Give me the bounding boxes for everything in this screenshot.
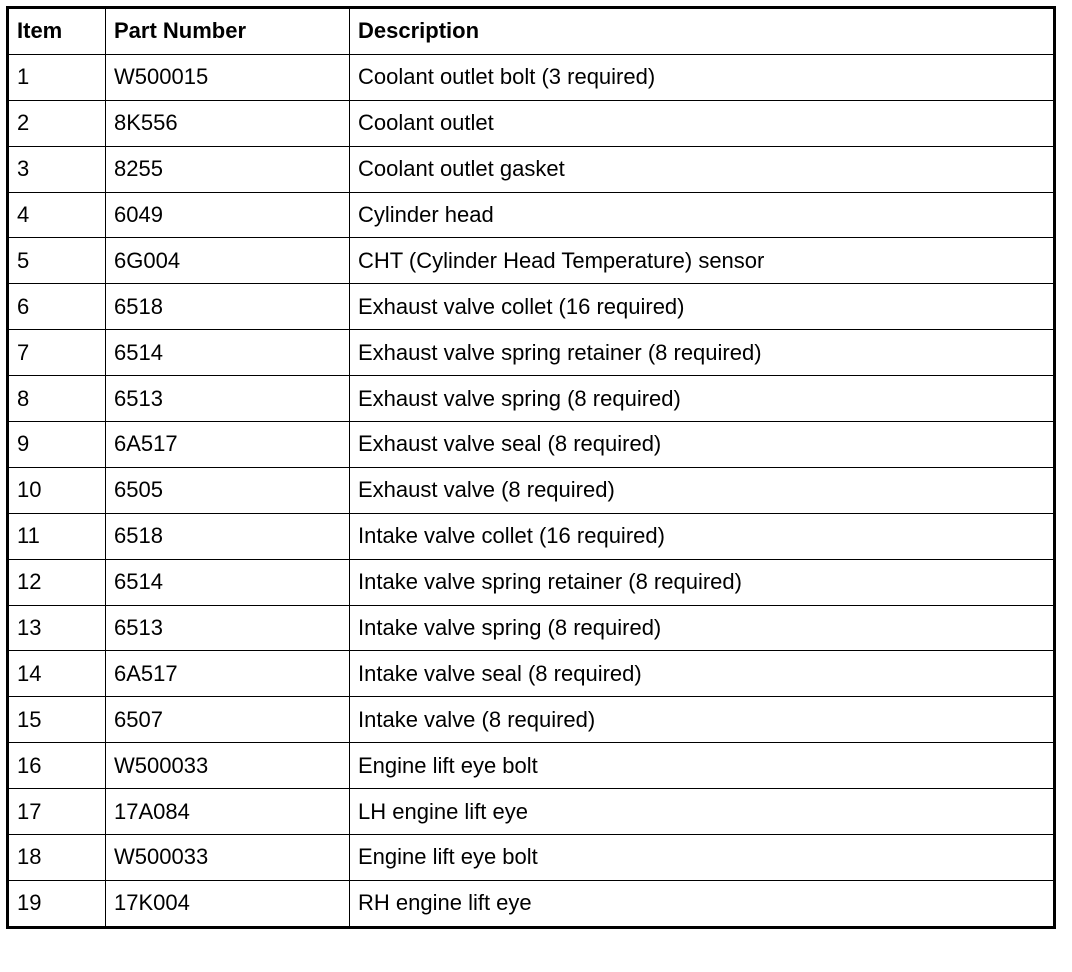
cell-item: 6 [8, 284, 106, 330]
cell-item: 16 [8, 743, 106, 789]
cell-part-number: 6A517 [106, 422, 350, 468]
cell-item: 4 [8, 192, 106, 238]
cell-item: 1 [8, 54, 106, 100]
table-row [8, 743, 1055, 789]
cell-description: RH engine lift eye [350, 880, 1055, 927]
cell-part-number: 6507 [106, 697, 350, 743]
cell-part-number: 6A517 [106, 651, 350, 697]
cell-part-number: W500033 [106, 743, 350, 789]
cell-part-number: 6514 [106, 330, 350, 376]
cell-description: Coolant outlet [350, 100, 1055, 146]
cell-description: LH engine lift eye [350, 789, 1055, 835]
table-row [8, 192, 1055, 238]
cell-item: 5 [8, 238, 106, 284]
parts-table [6, 6, 1056, 929]
cell-part-number: 6518 [106, 284, 350, 330]
cell-part-number: 6G004 [106, 238, 350, 284]
cell-description: Engine lift eye bolt [350, 743, 1055, 789]
cell-description: Intake valve seal (8 required) [350, 651, 1055, 697]
cell-part-number: 6513 [106, 376, 350, 422]
cell-item: 12 [8, 559, 106, 605]
cell-part-number: W500033 [106, 835, 350, 881]
cell-part-number: 17A084 [106, 789, 350, 835]
cell-item: 3 [8, 146, 106, 192]
table-row [8, 238, 1055, 284]
cell-description: Exhaust valve spring (8 required) [350, 376, 1055, 422]
cell-item: 9 [8, 422, 106, 468]
table-row [8, 284, 1055, 330]
cell-description: Intake valve (8 required) [350, 697, 1055, 743]
header-description: Description [350, 8, 1055, 55]
table-row [8, 376, 1055, 422]
cell-item: 17 [8, 789, 106, 835]
header-part-number: Part Number [106, 8, 350, 55]
table-row [8, 146, 1055, 192]
table-row [8, 100, 1055, 146]
cell-description: Intake valve spring retainer (8 required) [350, 559, 1055, 605]
cell-item: 13 [8, 605, 106, 651]
table-row [8, 54, 1055, 100]
cell-part-number: 6049 [106, 192, 350, 238]
table-row [8, 559, 1055, 605]
table-row [8, 697, 1055, 743]
cell-part-number: 17K004 [106, 880, 350, 927]
cell-item: 7 [8, 330, 106, 376]
cell-part-number: 6518 [106, 513, 350, 559]
cell-description: Exhaust valve seal (8 required) [350, 422, 1055, 468]
cell-description: Intake valve collet (16 required) [350, 513, 1055, 559]
cell-item: 11 [8, 513, 106, 559]
cell-description: Coolant outlet bolt (3 required) [350, 54, 1055, 100]
cell-part-number: 8255 [106, 146, 350, 192]
table-row [8, 789, 1055, 835]
table-row [8, 467, 1055, 513]
cell-description: Coolant outlet gasket [350, 146, 1055, 192]
cell-description: Exhaust valve collet (16 required) [350, 284, 1055, 330]
cell-item: 18 [8, 835, 106, 881]
table-row [8, 422, 1055, 468]
table-row [8, 651, 1055, 697]
cell-description: Exhaust valve spring retainer (8 required) [350, 330, 1055, 376]
cell-description: CHT (Cylinder Head Temperature) sensor [350, 238, 1055, 284]
table-row [8, 605, 1055, 651]
table-row [8, 513, 1055, 559]
cell-description: Engine lift eye bolt [350, 835, 1055, 881]
cell-item: 19 [8, 880, 106, 927]
table-row [8, 330, 1055, 376]
cell-item: 10 [8, 467, 106, 513]
cell-part-number: 6505 [106, 467, 350, 513]
cell-item: 8 [8, 376, 106, 422]
cell-item: 14 [8, 651, 106, 697]
cell-item: 2 [8, 100, 106, 146]
table-body [8, 54, 1055, 927]
header-item: Item [8, 8, 106, 55]
cell-description: Cylinder head [350, 192, 1055, 238]
cell-description: Exhaust valve (8 required) [350, 467, 1055, 513]
cell-part-number: 8K556 [106, 100, 350, 146]
table-row [8, 835, 1055, 881]
cell-part-number: W500015 [106, 54, 350, 100]
table-row [8, 880, 1055, 927]
table-header-row [8, 8, 1055, 55]
cell-description: Intake valve spring (8 required) [350, 605, 1055, 651]
cell-part-number: 6513 [106, 605, 350, 651]
cell-part-number: 6514 [106, 559, 350, 605]
cell-item: 15 [8, 697, 106, 743]
